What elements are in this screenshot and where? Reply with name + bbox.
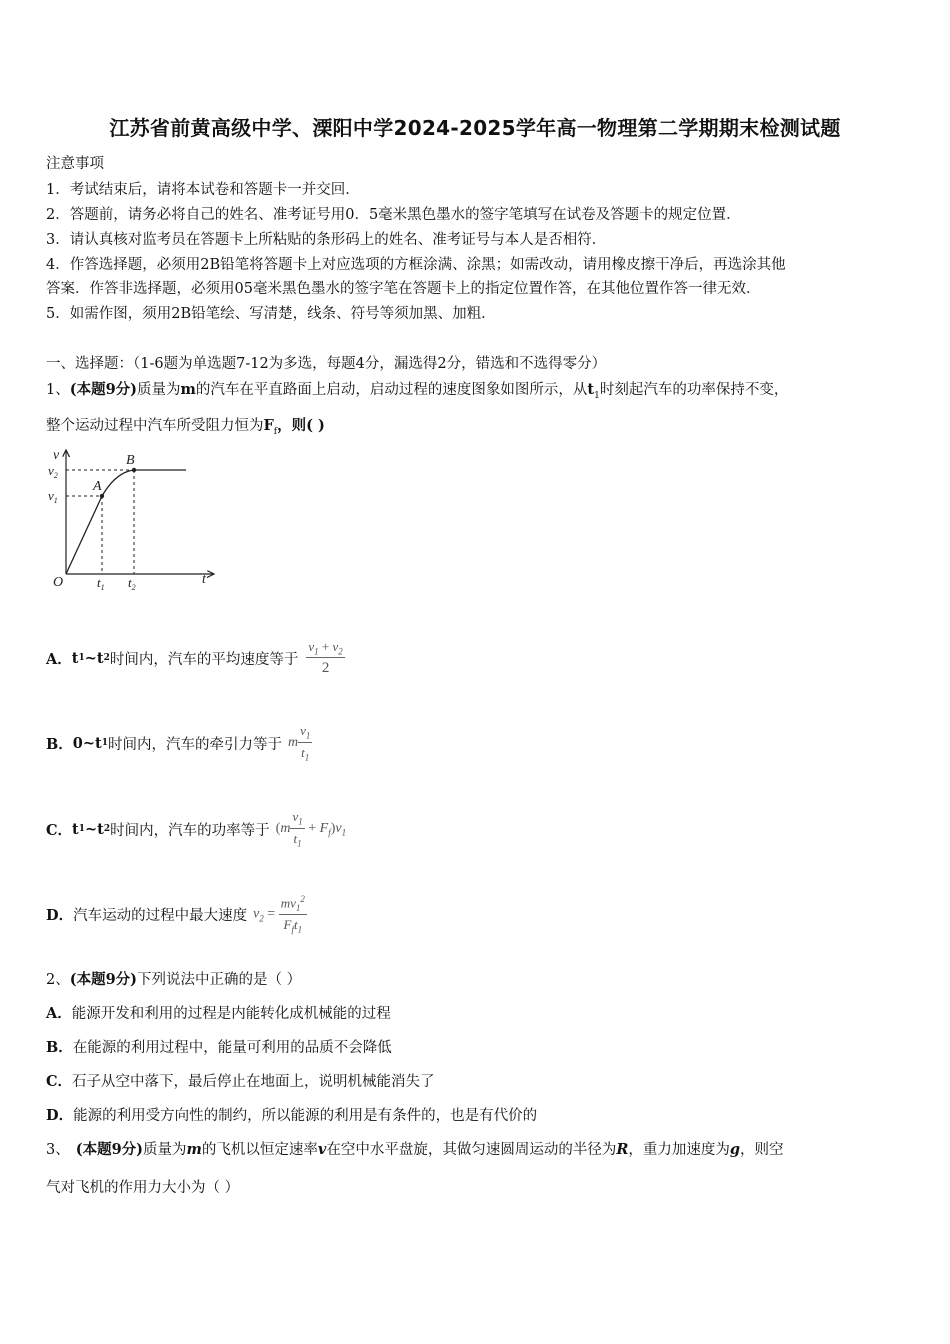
option-label: C． [46, 1073, 73, 1090]
velocity-time-graph [44, 446, 224, 594]
question-3-stem-cont: 气对飞机的作用力大小为（ ） [46, 1180, 240, 1196]
formula-traction: m $\frac{v_1}{t_1}$ [287, 723, 311, 763]
stem-text: 的飞机以恒定速率 [201, 1142, 318, 1158]
formula-max-velocity: $v_2$ = $\frac{mv_1^2}{F_ft_1}$ [253, 893, 305, 935]
v2-label: $v_2$ [48, 463, 58, 480]
linear-segment [66, 496, 102, 574]
section-heading: 一、选择题：（1-6题为单选题7-12为多选，每题4分，漏选得2分，错选和不选得零分） [46, 356, 607, 372]
option-text: 时间内，汽车的平均速度等于 [109, 651, 299, 668]
var-v: v [317, 1141, 327, 1158]
stem-text: 在空中水平盘旋，其做匀速圆周运动的半径为 [326, 1142, 617, 1158]
question-number: 3、 [46, 1142, 70, 1158]
formula-power: (m $\frac{v_1}{t_1}$ + $F_f)v_1$ [275, 809, 347, 849]
var-t1-sub: 1 [594, 390, 600, 401]
option-label: B． [46, 735, 73, 753]
notice-item: 2．答题前，请务必将自己的姓名、准考证号用0．5毫米黑色墨水的签字笔填写在试卷及答题卡的规定位置． [46, 207, 741, 223]
question-2-stem [46, 968, 301, 989]
q2-option-a[interactable] [46, 1002, 391, 1023]
sub: 2 [103, 653, 110, 663]
option-text: 在能源的利用过程中，能量可利用的品质不会降低 [72, 1040, 392, 1056]
var-t1: t [587, 381, 595, 398]
option-text: ~t [85, 820, 104, 838]
option-text: 时间内，汽车的牵引力等于 [107, 736, 282, 753]
option-label: B． [46, 1039, 73, 1056]
sub: 1 [78, 824, 86, 834]
option-label: D． [46, 1107, 74, 1124]
option-text: 能源的利用受方向性的制约，所以能源的利用是有条件的，也是有代价的 [73, 1108, 538, 1124]
option-text: t [71, 649, 79, 667]
stem-text: ，则空 [740, 1142, 784, 1158]
option-text: 汽车运动的过程中最大速度 [73, 907, 248, 924]
page-title: 江苏省前黄高级中学、溧阳中学2024-2025学年高一物理第二学期期末检测试题 [109, 116, 841, 140]
stem-text: 下列说法中正确的是（ ） [137, 972, 302, 988]
curve-segment [102, 470, 186, 496]
stem-text: 质量为 [137, 382, 181, 398]
option-label: D． [46, 906, 74, 924]
option-text: 能源开发和利用的过程是内能转化成机械能的过程 [71, 1006, 391, 1022]
q2-option-c[interactable] [46, 1070, 435, 1091]
stem-text: 质量为 [143, 1142, 187, 1158]
question-number: 2、 [46, 972, 70, 988]
notice-item: 1．考试结束后，请将本试卷和答题卡一并交回． [46, 182, 360, 198]
origin-label: O [53, 575, 64, 590]
q1-option-b[interactable] [46, 718, 312, 768]
formula-avg-velocity: $\frac{v_1 + v_2}{2}$ [308, 638, 343, 677]
q2-option-b[interactable] [46, 1036, 392, 1057]
option-text: t [72, 820, 79, 838]
q1-option-d[interactable] [46, 886, 307, 942]
point-b-dot [132, 468, 136, 472]
option-label: A． [46, 1005, 72, 1022]
notice-item: 5．如需作图，须用2B铅笔绘、写清楚，线条、符号等须加黑、加粗． [46, 306, 496, 322]
notice-heading: 注意事项 [46, 156, 104, 172]
q1-option-a[interactable] [46, 633, 345, 683]
var-Ff-sub: f [273, 426, 278, 437]
question-1-stem-cont [46, 414, 325, 437]
option-text: 石子从空中落下，最后停止在地面上，说明机械能消失了 [72, 1074, 435, 1090]
option-label: A． [46, 650, 72, 668]
notice-item: 4．作答选择题，必须用2B铅笔将答题卡上对应选项的方框涂满、涂黑；如需改动，请用橡皮擦干净后，再选涂其他 [46, 257, 786, 273]
option-text: 时间内，汽车的功率等于 [110, 822, 270, 839]
notice-item: 3．请认真核对监考员在答题卡上所粘贴的条形码上的姓名、准考证号与本人是否相符． [46, 232, 607, 248]
option-label: C． [46, 821, 73, 839]
point-a-dot [100, 494, 104, 498]
axis-v-label: v [53, 448, 60, 463]
point-a-label: A [93, 479, 102, 494]
stem-text: 整个运动过程中汽车所受阻力恒为 [46, 418, 264, 434]
question-number: 1、 [46, 382, 70, 398]
var-g: g [729, 1141, 741, 1158]
v1-label: $v_1$ [48, 488, 58, 505]
q1-option-c[interactable] [46, 803, 346, 855]
axis-t-label: t [202, 572, 206, 587]
stem-text: ，重力加速度为 [628, 1142, 730, 1158]
t1-label: $t_1$ [97, 575, 105, 592]
stem-text: 时刻起汽车的功率保持不变， [599, 382, 789, 398]
var-R: R [616, 1141, 629, 1158]
var-m: m [180, 381, 196, 398]
option-text: 0~t [72, 734, 102, 752]
question-points: (本题9分) [69, 381, 138, 398]
question-3-stem [46, 1138, 784, 1159]
stem-text: ，则( ) [277, 417, 325, 434]
question-points: (本题9分) [69, 971, 138, 988]
q2-option-d[interactable] [46, 1104, 537, 1125]
var-Ff: F [263, 417, 274, 434]
question-1-stem [46, 378, 788, 401]
option-text: ~t [84, 649, 104, 667]
point-b-label: B [126, 453, 135, 468]
sub: 1 [101, 738, 108, 748]
question-points: (本题9分) [75, 1141, 144, 1158]
sub: 1 [78, 653, 85, 663]
t2-label: $t_2$ [128, 575, 136, 592]
notice-item: 答案．作答非选择题，必须用05毫米黑色墨水的签字笔在答题卡上的指定位置作答，在其他位置作答一律无效． [46, 281, 761, 297]
sub: 2 [103, 824, 111, 834]
var-m: m [186, 1141, 202, 1158]
stem-text: 的汽车在平直路面上启动，启动过程的速度图象如图所示，从 [195, 382, 588, 398]
